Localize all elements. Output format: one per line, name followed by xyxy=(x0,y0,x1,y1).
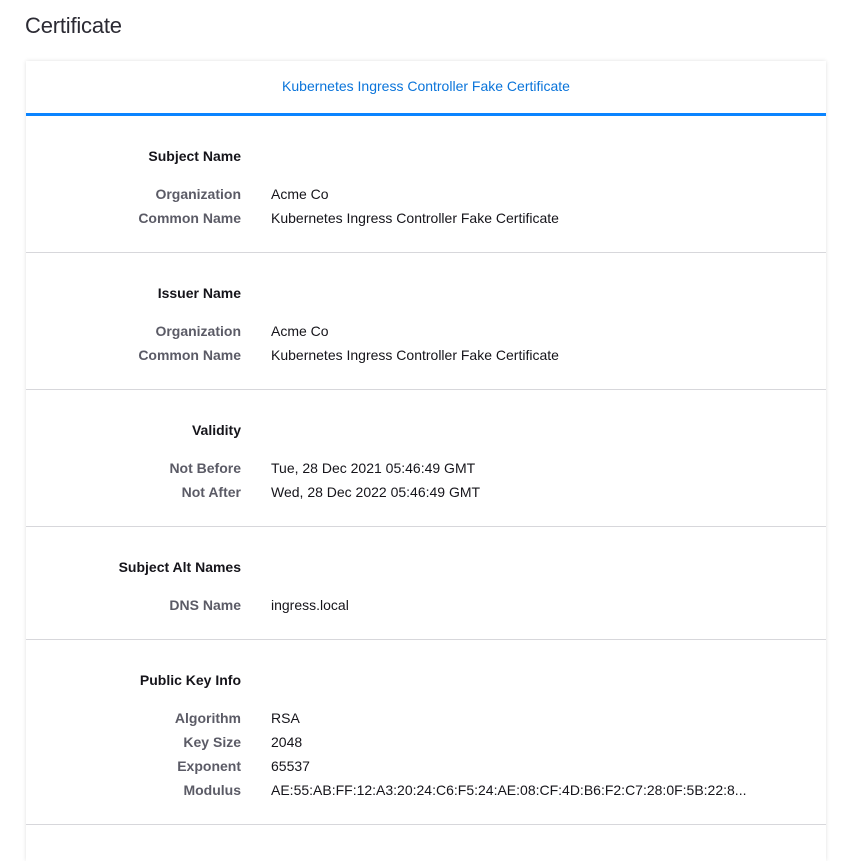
section-title: Subject Name xyxy=(148,148,241,164)
field-value: Tue, 28 Dec 2021 05:46:49 GMT xyxy=(271,460,476,476)
field-value: Kubernetes Ingress Controller Fake Certificate xyxy=(271,347,559,363)
tab-certificate[interactable]: Kubernetes Ingress Controller Fake Certificate xyxy=(282,78,570,94)
field-row xyxy=(26,778,826,802)
field-label: DNS Name xyxy=(169,597,241,613)
field-row xyxy=(26,456,826,480)
field-value: ingress.local xyxy=(271,597,349,613)
field-label: Organization xyxy=(155,323,241,339)
field-row xyxy=(26,319,826,343)
certificate-card xyxy=(26,61,826,861)
field-row xyxy=(26,730,826,754)
field-label: Exponent xyxy=(177,758,241,774)
field-label: Modulus xyxy=(183,782,241,798)
field-value: Wed, 28 Dec 2022 05:46:49 GMT xyxy=(271,484,481,500)
certificate-tab-bar xyxy=(26,61,826,116)
field-value: 65537 xyxy=(271,758,310,774)
field-label: Key Size xyxy=(183,734,241,750)
field-row xyxy=(26,480,826,504)
section-title: Issuer Name xyxy=(157,285,241,301)
section-validity xyxy=(26,390,826,527)
field-label: Organization xyxy=(155,186,241,202)
field-row xyxy=(26,754,826,778)
section-subject-alt-names xyxy=(26,527,826,640)
field-value: Acme Co xyxy=(271,323,329,339)
field-row xyxy=(26,343,826,367)
field-row xyxy=(26,593,826,617)
field-label: Not After xyxy=(181,484,241,500)
page-title: Certificate xyxy=(25,13,122,38)
field-label: Algorithm xyxy=(174,710,241,726)
section-issuer-name xyxy=(26,253,826,390)
field-value: RSA xyxy=(271,710,300,726)
field-row xyxy=(26,182,826,206)
section-subject-name xyxy=(26,116,826,253)
field-row xyxy=(26,706,826,730)
field-value: 2048 xyxy=(271,734,303,750)
field-value: Kubernetes Ingress Controller Fake Certificate xyxy=(271,210,559,226)
field-value: AE:55:AB:FF:12:A3:20:24:C6:F5:24:AE:08:CF:4D:B6:F2:C7:28:0F:5B:22:8... xyxy=(271,782,747,798)
field-row xyxy=(26,206,826,230)
field-value: Acme Co xyxy=(271,186,329,202)
section-title: Public Key Info xyxy=(139,672,241,688)
field-label: Common Name xyxy=(138,347,241,363)
section-title: Validity xyxy=(191,422,241,438)
section-title: Subject Alt Names xyxy=(118,559,241,575)
section-public-key-info xyxy=(26,640,826,825)
field-label: Not Before xyxy=(169,460,241,476)
field-label: Common Name xyxy=(138,210,241,226)
